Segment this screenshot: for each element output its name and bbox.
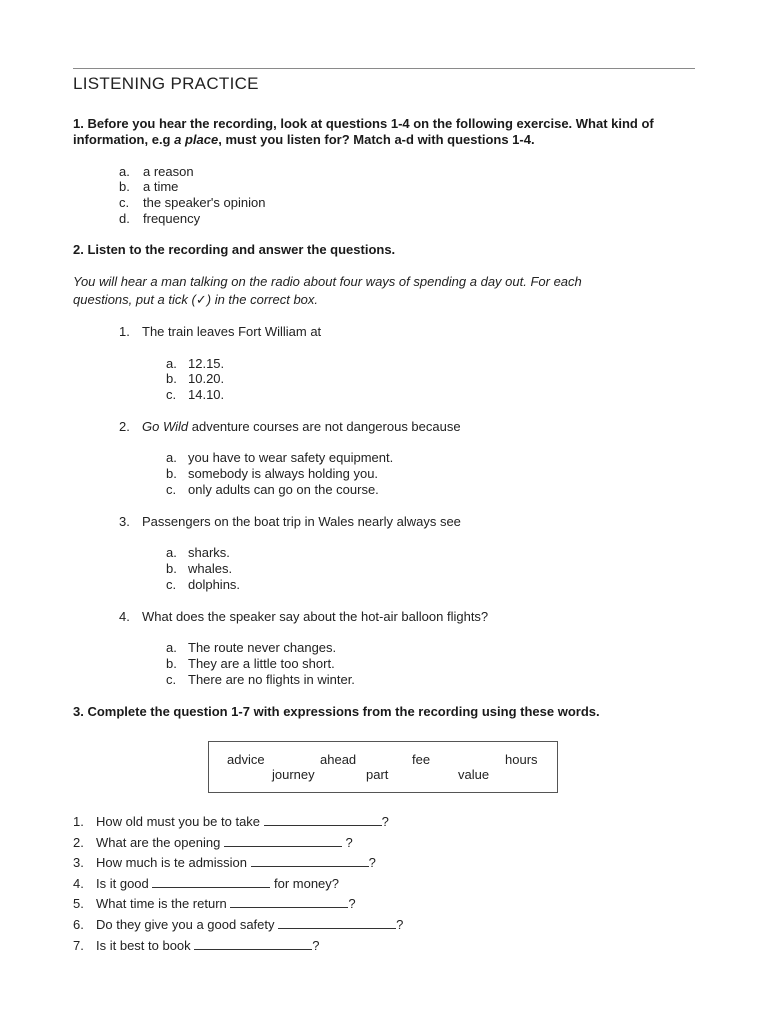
s2-q3-answer-b: b. whales. (166, 561, 233, 576)
s2-q3-answer-a: a. sharks. (166, 545, 230, 560)
word-journey: journey (272, 767, 315, 782)
answer-blank[interactable] (278, 917, 396, 929)
s2-question-1: 1. The train leaves Fort William at (119, 324, 322, 339)
s2-question-4: 4. What does the speaker say about the hot-air balloon flights? (119, 609, 489, 624)
answer-blank[interactable] (152, 876, 270, 888)
tick-icon: ✓ (195, 292, 207, 307)
s3-item-3: 3. How much is te admission ? (73, 855, 376, 870)
s2-q1-answer-b: b. 10.20. (166, 371, 225, 386)
s3-item-6: 6. Do they give you a good safety ? (73, 917, 404, 932)
s2-q2-answer-b: b. somebody is always holding you. (166, 466, 379, 481)
answer-blank[interactable] (224, 835, 342, 847)
word-ahead: ahead (320, 752, 357, 767)
section3-heading: 3. Complete the question 1-7 with expressions from the recording using these words. (73, 704, 600, 719)
s2-q4-answer-b: b. They are a little too short. (166, 656, 335, 671)
s2-question-3: 3. Passengers on the boat trip in Wales nearly always see (119, 514, 461, 529)
s2-q2-answer-a: a. you have to wear safety equipment. (166, 450, 394, 465)
section2-instructions: You will hear a man talking on the radio about four ways of spending a day out. For each questions, put a tick (✓) in the correct box. (73, 274, 582, 307)
page-title: LISTENING PRACTICE (73, 74, 259, 93)
s2-q2-answer-c: c. only adults can go on the course. (166, 482, 379, 497)
word-part: part (366, 767, 389, 782)
word-value: value (458, 767, 490, 782)
s1-option-a: a. a reason (119, 164, 194, 179)
s2-q3-answer-c: c. dolphins. (166, 577, 241, 592)
word-box (208, 741, 558, 793)
s3-item-5: 5. What time is the return ? (73, 896, 356, 911)
section1-heading: 1. Before you hear the recording, look at questions 1-4 on the following exercise. What kind of information, e.g a place, must you listen for? Match a-d with questions 1-4. (73, 116, 654, 147)
answer-blank[interactable] (194, 938, 312, 950)
s2-q1-answer-a: a. 12.15. (166, 356, 225, 371)
s3-item-2: 2. What are the opening ? (73, 835, 353, 850)
word-fee: fee (412, 752, 431, 767)
s3-item-1: 1. How old must you be to take ? (73, 814, 389, 829)
word-hours: hours (505, 752, 538, 767)
section2-heading: 2. Listen to the recording and answer the questions. (73, 242, 396, 257)
s2-question-2: 2. Go Wild adventure courses are not dangerous because (119, 419, 461, 434)
s3-item-7: 7. Is it best to book ? (73, 938, 320, 953)
s3-item-4: 4. Is it good for money? (73, 876, 340, 891)
word-advice: advice (227, 752, 265, 767)
s1-option-b: b. a time (119, 179, 179, 194)
s2-q4-answer-c: c. There are no flights in winter. (166, 672, 355, 687)
answer-blank[interactable] (230, 896, 348, 908)
s1-option-c: c. the speaker's opinion (119, 195, 266, 210)
answer-blank[interactable] (251, 855, 369, 867)
answer-blank[interactable] (264, 814, 382, 826)
s2-q1-answer-c: c. 14.10. (166, 387, 225, 402)
s1-option-d: d. frequency (119, 211, 201, 226)
top-rule (73, 68, 695, 69)
s2-q4-answer-a: a. The route never changes. (166, 640, 337, 655)
